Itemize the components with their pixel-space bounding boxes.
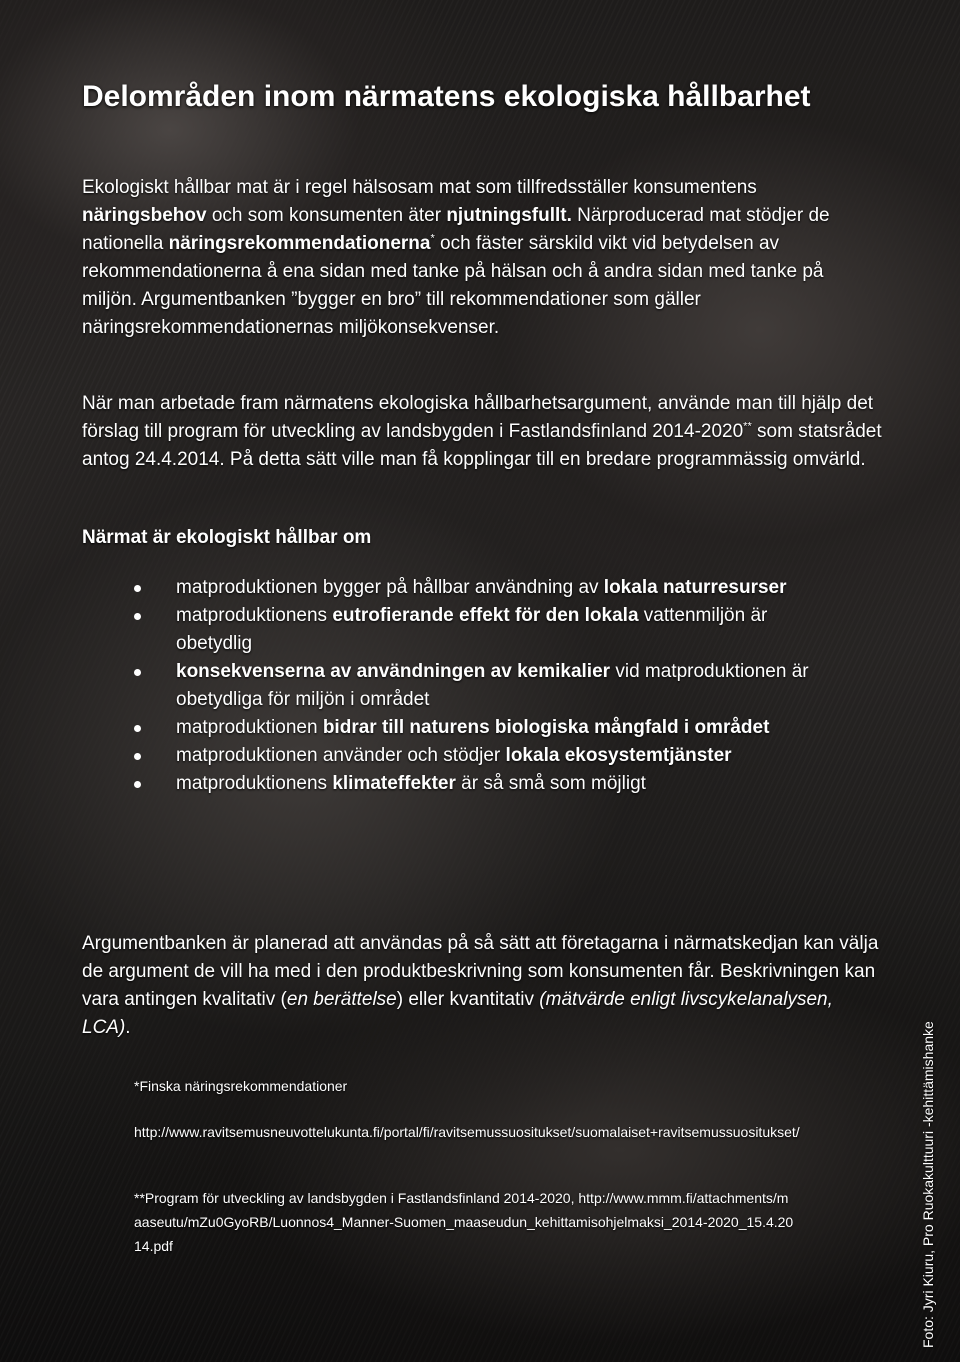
bullet-icon bbox=[134, 753, 141, 760]
list-item-text: vattenmiljön är obetydlig bbox=[176, 605, 768, 654]
footnote-2: **Program för utveckling av landsbygden i Fastlandsfinland 2014-2020, http://www.mmm.fi/attachments/maaseutu/mZu0GyoRB/Luonnos4_Manner-Suomen_maaseudun_kehittamisohjelmaksi_2014-2020_15.4.2014.pdf bbox=[134, 1190, 794, 1254]
list-item-text: vid matproduktionen är obetydliga för miljön i området bbox=[176, 661, 809, 710]
list-item-text: matproduktionen bygger på hållbar användning av bbox=[176, 577, 604, 598]
intro-paragraph bbox=[82, 174, 882, 342]
closing-paragraph bbox=[82, 930, 882, 1042]
bullet-icon bbox=[134, 781, 141, 788]
list-item-bold: eutrofierande effekt för den lokala bbox=[332, 605, 639, 626]
footnote-1-link[interactable]: http://www.ravitsemusneuvottelukunta.fi/portal/fi/ravitsemussuositukset/suomalaiset+ravitsemussuositukset/ bbox=[134, 1124, 800, 1140]
page-title: Delområden inom närmatens ekologiska hållbarhet bbox=[82, 80, 811, 113]
list-item-bold: bidrar till naturens biologiska mångfald i området bbox=[322, 717, 770, 738]
list-item-text: matproduktionens bbox=[176, 605, 333, 626]
list-item-bold: konsekvenserna av användningen av kemikalier bbox=[176, 661, 611, 682]
closing-text-3: . bbox=[125, 1017, 131, 1038]
list-item-text: matproduktionen bbox=[176, 717, 323, 738]
list-item bbox=[82, 602, 842, 658]
photo-credit: Foto: Jyri Kiuru, Pro Ruokakulttuuri -kehittämishanke bbox=[920, 1021, 936, 1348]
closing-italic-2: (mätvärde enligt livscykelanalysen, LCA) bbox=[82, 989, 833, 1038]
intro-text-1: Ekologiskt hållbar mat är i regel hälsosam mat som tillfredsställer konsumentens bbox=[82, 177, 757, 198]
intro-bold-njutningsfullt: njutningsfullt. bbox=[446, 205, 572, 226]
intro-bold-naringsrekommendationerna: näringsrekommendationerna bbox=[168, 233, 431, 254]
list-item bbox=[82, 714, 842, 742]
bullet-icon bbox=[134, 585, 141, 592]
intro-text-4: och fäster särskild vikt vid betydelsen av rekommendationerna å ena sidan med tanke på hälsan och å andra sidan med tanke på miljön. Argumentbanken ”bygger en bro” till rekommendationer som gäller näringsrekommendationernas miljökonsekvenser. bbox=[82, 233, 824, 338]
intro-bold-naringsbehov: näringsbehov bbox=[82, 205, 207, 226]
list-item bbox=[82, 742, 842, 770]
section-heading: Närmat är ekologiskt hållbar om bbox=[82, 527, 372, 548]
footnote-1: *Finska näringsrekommendationer bbox=[134, 1078, 348, 1094]
bullet-icon bbox=[134, 613, 141, 620]
list-item-bold: klimateffekter bbox=[332, 773, 456, 794]
background-text-2: som statsrådet antog 24.4.2014. På detta sätt ville man få kopplingar till en bredare programmässig omvärld. bbox=[82, 421, 882, 470]
list-item-text: matproduktionen använder och stödjer bbox=[176, 745, 506, 766]
footnote-marker-2: ** bbox=[743, 420, 752, 433]
closing-text-2: ) eller kvantitativ bbox=[396, 989, 540, 1010]
list-item bbox=[82, 658, 842, 714]
bullet-icon bbox=[134, 669, 141, 676]
footnote-marker-1: * bbox=[430, 232, 435, 245]
closing-text-1: Argumentbanken är planerad att användas på så sätt att företagarna i närmatskedjan kan välja de argument de vill ha med i den produktbeskrivning som konsumenten får. Beskrivningen kan vara antingen kvalitativ ( bbox=[82, 933, 879, 1010]
list-item bbox=[82, 770, 842, 798]
list-item-text: är så små som möjligt bbox=[455, 773, 646, 794]
intro-text-3: Närproducerad mat stödjer de nationella bbox=[82, 205, 830, 254]
bullet-icon bbox=[134, 725, 141, 732]
criteria-list bbox=[82, 574, 842, 798]
list-item-bold: lokala ekosystemtjänster bbox=[505, 745, 732, 766]
list-item bbox=[82, 574, 842, 602]
intro-text-2: och som konsumenten äter bbox=[206, 205, 447, 226]
list-item-text: matproduktionens bbox=[176, 773, 333, 794]
list-item-bold: lokala naturresurser bbox=[603, 577, 787, 598]
closing-italic-1: en berättelse bbox=[286, 989, 397, 1010]
background-paragraph bbox=[82, 390, 882, 474]
background-text-1: När man arbetade fram närmatens ekologiska hållbarhetsargument, använde man till hjälp det förslag till program för utveckling av landsbygden i Fastlandsfinland 2014-2020 bbox=[82, 393, 874, 442]
